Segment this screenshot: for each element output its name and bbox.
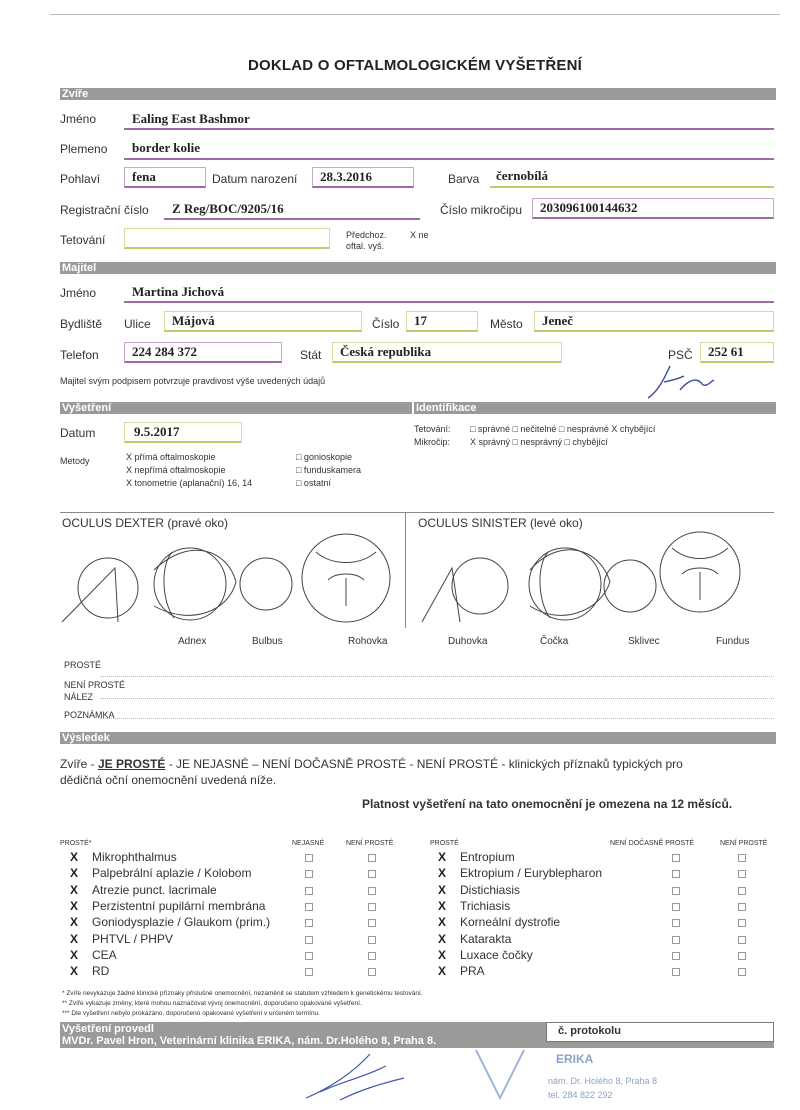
disease-right: PRA bbox=[460, 964, 485, 979]
protocol-label: č. protokolu bbox=[558, 1025, 621, 1037]
stamp-logo bbox=[470, 1044, 530, 1104]
prost-mark: X bbox=[70, 915, 79, 930]
number-label: Číslo bbox=[372, 317, 400, 331]
street-label: Ulice bbox=[124, 317, 151, 331]
disease-right: Distichiasis bbox=[460, 882, 521, 897]
eye-part-label: Duhovka bbox=[448, 636, 488, 647]
disease-left: Perzistentní pupilární membrána bbox=[92, 898, 266, 913]
right-col-neprost: NENÍ PROSTÉ bbox=[720, 840, 768, 847]
left-col-nejasne: NEJASNÉ bbox=[292, 840, 325, 847]
note-label: PROSTÉ bbox=[64, 660, 102, 670]
result-selected: JE PROSTÉ bbox=[98, 757, 166, 771]
prost-mark: X bbox=[438, 898, 447, 913]
checkbox bbox=[672, 968, 680, 976]
disease-right: Korneální dystrofie bbox=[460, 915, 561, 930]
section-majitel: Majitel bbox=[60, 262, 776, 274]
city-value: Jeneč bbox=[542, 313, 574, 328]
disease-left: Mikrophthalmus bbox=[92, 850, 177, 864]
disease-left: Goniodysplazie / Glaukom (prim.) bbox=[92, 915, 271, 930]
checkbox bbox=[738, 952, 746, 960]
checkbox bbox=[305, 968, 313, 976]
os-title: OCULUS SINISTER (levé oko) bbox=[418, 516, 583, 530]
owner-declaration: Majitel svým podpisem potvrzuje pravdivost výše uvedených údajů bbox=[60, 376, 326, 386]
checkbox bbox=[368, 870, 376, 878]
validity-note: Platnost vyšetření na tato onemocnění je omezena na 12 měsíců. bbox=[362, 797, 733, 811]
checkbox bbox=[368, 936, 376, 944]
country-value: Česká republika bbox=[340, 344, 432, 359]
city-label: Město bbox=[490, 317, 523, 331]
prost-mark: X bbox=[438, 866, 447, 881]
phone-value: 224 284 372 bbox=[132, 344, 197, 359]
prost-mark: X bbox=[70, 882, 79, 897]
eye-diagrams bbox=[60, 530, 774, 630]
breed-value: border kolie bbox=[132, 140, 201, 155]
checkbox bbox=[738, 936, 746, 944]
eye-part-label: Rohovka bbox=[348, 636, 388, 647]
prost-mark: X bbox=[70, 850, 79, 864]
method-item: X tonometrie (aplanační) 16, 14 bbox=[126, 478, 253, 488]
top-rule bbox=[50, 14, 780, 15]
result-text: Zvíře - JE PROSTÉ - JE NEJASNÉ – NENÍ DOČASNĚ PROSTÉ - NENÍ PROSTÉ - klinických příznaků typických pro dědičná oční onemocnění uvedená níže. bbox=[60, 757, 683, 787]
owner-name-label: Jméno bbox=[60, 286, 97, 300]
methods-label: Metody bbox=[60, 456, 90, 466]
prost-mark: X bbox=[438, 882, 447, 897]
eye-part-label: Fundus bbox=[716, 636, 750, 647]
checkbox bbox=[738, 968, 746, 976]
checkbox bbox=[305, 854, 313, 862]
zip-value: 252 61 bbox=[708, 344, 744, 359]
sex-label: Pohlaví bbox=[60, 172, 101, 186]
checkbox bbox=[672, 854, 680, 862]
checkbox bbox=[305, 952, 313, 960]
animal-name-value: Ealing East Bashmor bbox=[132, 111, 250, 126]
exam-date-value: 9.5.2017 bbox=[134, 424, 180, 439]
animal-name-label: Jméno bbox=[60, 112, 97, 126]
tattoo-id-options: □ správné □ nečitelné □ nesprávné X chybějící bbox=[470, 424, 656, 434]
disease-right: Luxace čočky bbox=[460, 947, 533, 962]
checkbox bbox=[305, 870, 313, 878]
method-item: X přímá oftalmoskopie bbox=[126, 452, 216, 462]
prost-mark: X bbox=[438, 964, 447, 979]
checkbox bbox=[738, 870, 746, 878]
checkbox bbox=[368, 919, 376, 927]
note-label: POZNÁMKA bbox=[64, 710, 115, 720]
zip-label: PSČ bbox=[668, 348, 693, 362]
tattoo-label: Tetování bbox=[60, 233, 106, 247]
checkbox bbox=[368, 968, 376, 976]
dob-label: Datum narození bbox=[212, 172, 298, 186]
disease-right: Entropium bbox=[460, 850, 515, 864]
eye-part-label: Bulbus bbox=[252, 636, 283, 647]
checkbox bbox=[738, 919, 746, 927]
right-col-head: PROSTÉ bbox=[430, 840, 459, 847]
checkbox bbox=[305, 887, 313, 895]
checkbox bbox=[672, 903, 680, 911]
chip-value: 203096100144632 bbox=[540, 200, 638, 215]
checkbox bbox=[672, 919, 680, 927]
section-zvire: Zvíře bbox=[60, 88, 776, 100]
stamp-line2: nám. Dr. Holého 8, Praha 8 bbox=[548, 1076, 658, 1086]
section-vysetreni: Vyšetření bbox=[60, 402, 412, 414]
prost-mark: X bbox=[70, 866, 79, 881]
chip-label: Číslo mikročipu bbox=[440, 203, 523, 217]
prost-mark: X bbox=[70, 931, 79, 946]
disease-left: PHTVL / PHPV bbox=[92, 931, 173, 946]
disease-right: Ektropium / Euryblepharon bbox=[460, 866, 603, 881]
checkbox bbox=[368, 854, 376, 862]
section-vysledek: Výsledek bbox=[60, 732, 776, 744]
section-identifikace: Identifikace bbox=[414, 402, 776, 414]
method-item: □ ostatní bbox=[296, 478, 331, 488]
disease-left: RD bbox=[92, 964, 110, 979]
chip-id-label: Mikročip: bbox=[414, 437, 451, 447]
number-value: 17 bbox=[414, 313, 427, 328]
eye-part-label: Adnex bbox=[178, 636, 207, 647]
exam-date-label: Datum bbox=[60, 426, 96, 440]
prost-mark: X bbox=[438, 850, 447, 864]
tattoo-id-label: Tetování: bbox=[414, 424, 451, 434]
method-item: X nepřímá oftalmoskopie bbox=[126, 465, 226, 475]
disease-left: Atrezie punct. lacrimale bbox=[92, 882, 217, 897]
checkbox bbox=[672, 887, 680, 895]
prost-mark: X bbox=[438, 931, 447, 946]
reg-label: Registrační číslo bbox=[60, 203, 149, 217]
phone-label: Telefon bbox=[60, 348, 99, 362]
prost-mark: X bbox=[70, 947, 79, 962]
stamp-line3: tel. 284 822 292 bbox=[548, 1090, 613, 1100]
left-col-head: PROSTÉ* bbox=[60, 840, 92, 847]
prost-mark: X bbox=[438, 915, 447, 930]
method-item: □ gonioskopie bbox=[296, 452, 352, 462]
footnote: *** Dle vyšetření nebylo prokázáno, doporučeno opakované vyšetření v určeném termínu. bbox=[62, 1010, 320, 1017]
checkbox bbox=[305, 919, 313, 927]
stamp-line1: ERIKA bbox=[556, 1052, 594, 1066]
owner-signature bbox=[640, 360, 720, 404]
document-title: DOKLAD O OFTALMOLOGICKÉM VYŠETŘENÍ bbox=[247, 57, 583, 74]
disease-left: Palpebrální aplazie / Kolobom bbox=[92, 866, 252, 881]
examiner-name: MVDr. Pavel Hron, Veterinární klinika ERIKA, nám. Dr.Holého 8, Praha 8. bbox=[62, 1035, 437, 1047]
disease-left: CEA bbox=[92, 947, 117, 962]
examiner-label: Vyšetření provedl bbox=[62, 1023, 154, 1035]
footnote: ** Zvíře vykazuje změny, které mohou naznačovat vývoj onemocnění, doporučeno opakované vyšetření. bbox=[62, 1000, 362, 1007]
checkbox bbox=[672, 936, 680, 944]
color-label: Barva bbox=[448, 172, 480, 186]
disease-right: Katarakta bbox=[460, 931, 512, 946]
country-label: Stát bbox=[300, 348, 322, 362]
left-col-neprost: NENÍ PROSTÉ bbox=[346, 840, 394, 847]
right-col-docasne: NENÍ DOČASNĚ PROSTÉ bbox=[610, 840, 695, 847]
breed-label: Plemeno bbox=[60, 142, 108, 156]
checkbox bbox=[368, 952, 376, 960]
reg-value: Z Reg/BOC/9205/16 bbox=[172, 201, 284, 216]
vet-signature bbox=[300, 1048, 410, 1106]
prost-mark: X bbox=[438, 947, 447, 962]
note-label: NENÍ PROSTÉ bbox=[64, 680, 126, 690]
checkbox bbox=[738, 903, 746, 911]
prost-mark: X bbox=[70, 898, 79, 913]
prev-exam-label: Předchoz. oftal. vyš. bbox=[346, 230, 387, 251]
checkbox bbox=[672, 952, 680, 960]
checkbox bbox=[738, 854, 746, 862]
address-label: Bydliště bbox=[60, 317, 103, 331]
note-label: NÁLEZ bbox=[64, 692, 94, 702]
od-title: OCULUS DEXTER (pravé oko) bbox=[62, 516, 229, 530]
chip-id-options: X správný □ nesprávný □ chybějící bbox=[470, 437, 608, 447]
checkbox bbox=[738, 887, 746, 895]
dob-value: 28.3.2016 bbox=[320, 169, 372, 184]
prost-mark: X bbox=[70, 964, 79, 979]
checkbox bbox=[368, 887, 376, 895]
prev-exam-value: X ne bbox=[410, 230, 429, 240]
owner-name-value: Martina Jichová bbox=[132, 284, 225, 299]
checkbox bbox=[368, 903, 376, 911]
footnote: * Zvíře nevykazuje žádné klinické příznaky příslušné onemocnění, nezaměnit se statutem vzhledem k genetickému testování. bbox=[62, 990, 423, 997]
eye-part-label: Čočka bbox=[540, 636, 569, 647]
checkbox bbox=[672, 870, 680, 878]
method-item: □ funduskamera bbox=[296, 465, 361, 475]
checkbox bbox=[305, 936, 313, 944]
color-value: černobílá bbox=[496, 168, 548, 183]
eye-part-label: Sklivec bbox=[628, 636, 660, 647]
street-value: Májová bbox=[172, 313, 215, 328]
checkbox bbox=[305, 903, 313, 911]
disease-right: Trichiasis bbox=[460, 898, 511, 913]
sex-value: fena bbox=[132, 169, 156, 184]
